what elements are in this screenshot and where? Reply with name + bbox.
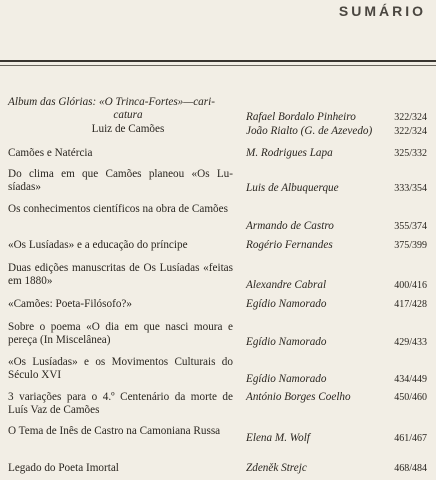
entry-pages: 417/428	[394, 299, 427, 310]
entry-pages: 325/332	[394, 148, 427, 159]
entry-pages: 450/460	[394, 392, 427, 403]
entry-title: Duas edições manuscritas de Os Lusíadas «feitas em 1880»	[8, 262, 233, 288]
entry-author: Egídio Namorado	[246, 336, 327, 348]
entry-title: Legado do Poeta Imortal	[8, 462, 119, 474]
header-rule	[0, 60, 436, 62]
header-rule-secondary	[0, 65, 436, 66]
entry-author: Zdeněk Strejc	[246, 462, 307, 474]
entry-author: António Borges Coelho	[246, 391, 351, 403]
entry-pages: 355/374	[394, 221, 427, 232]
entry-title: Do clima em que Camões planeou «Os Lu-síadas»	[8, 168, 233, 194]
entry-author: Alexandre Cabral	[246, 279, 327, 291]
entry-author: João Rialto (G. de Azevedo)	[246, 125, 373, 137]
entry-author: Rafael Bordalo Pinheiro	[246, 111, 356, 123]
entry-title: Sobre o poema «O dia em que nasci moura e pereça (In Miscelânea)	[8, 321, 233, 347]
entry-pages: 429/433	[394, 337, 427, 348]
entry-title: Os conhecimentos científicos na obra de Camões	[8, 203, 228, 215]
entry-author: Elena M. Wolf	[246, 432, 310, 444]
entry-title: «Camões: Poeta-Filósofo?»	[8, 298, 132, 310]
entry-pages: 375/399	[394, 240, 427, 251]
entry-title: «Os Lusíadas» e os Movimentos Culturais do Século XVI	[8, 356, 233, 382]
entry-title: Camões e Natércia	[8, 147, 93, 159]
entry-pages: 434/449	[394, 374, 427, 385]
entry-title-line: catura	[113, 109, 143, 121]
entry-title: O Tema de Inês de Castro na Camoniana Russa	[8, 425, 221, 437]
entry-title-line: Album das Glórias: «O Trinca-Fortes»—cari-	[8, 96, 215, 108]
entry-author: Egídio Namorado	[246, 298, 327, 310]
entry-author: Rogério Fernandes	[246, 239, 333, 251]
entry-pages: 461/467	[394, 433, 427, 444]
entry-pages: 322/324	[394, 112, 427, 123]
entry-author: Luis de Albuquerque	[246, 182, 339, 194]
page-heading: SUMÁRIO	[338, 3, 426, 19]
entry-pages: 333/354	[394, 183, 427, 194]
entry-title: 3 variações para o 4.º Centenário da morte de Luís Vaz de Camões	[8, 391, 233, 417]
entry-title: «Os Lusíadas» e a educação do príncipe	[8, 239, 188, 251]
entry-subtitle: Luiz de Camões	[91, 123, 165, 135]
entry-pages: 468/484	[394, 463, 427, 474]
entry-author: M. Rodrigues Lapa	[246, 147, 333, 159]
entry-author: Egídio Namorado	[246, 373, 327, 385]
entry-pages: 322/324	[394, 126, 427, 137]
entry-author: Armando de Castro	[246, 220, 334, 232]
entry-pages: 400/416	[394, 280, 427, 291]
